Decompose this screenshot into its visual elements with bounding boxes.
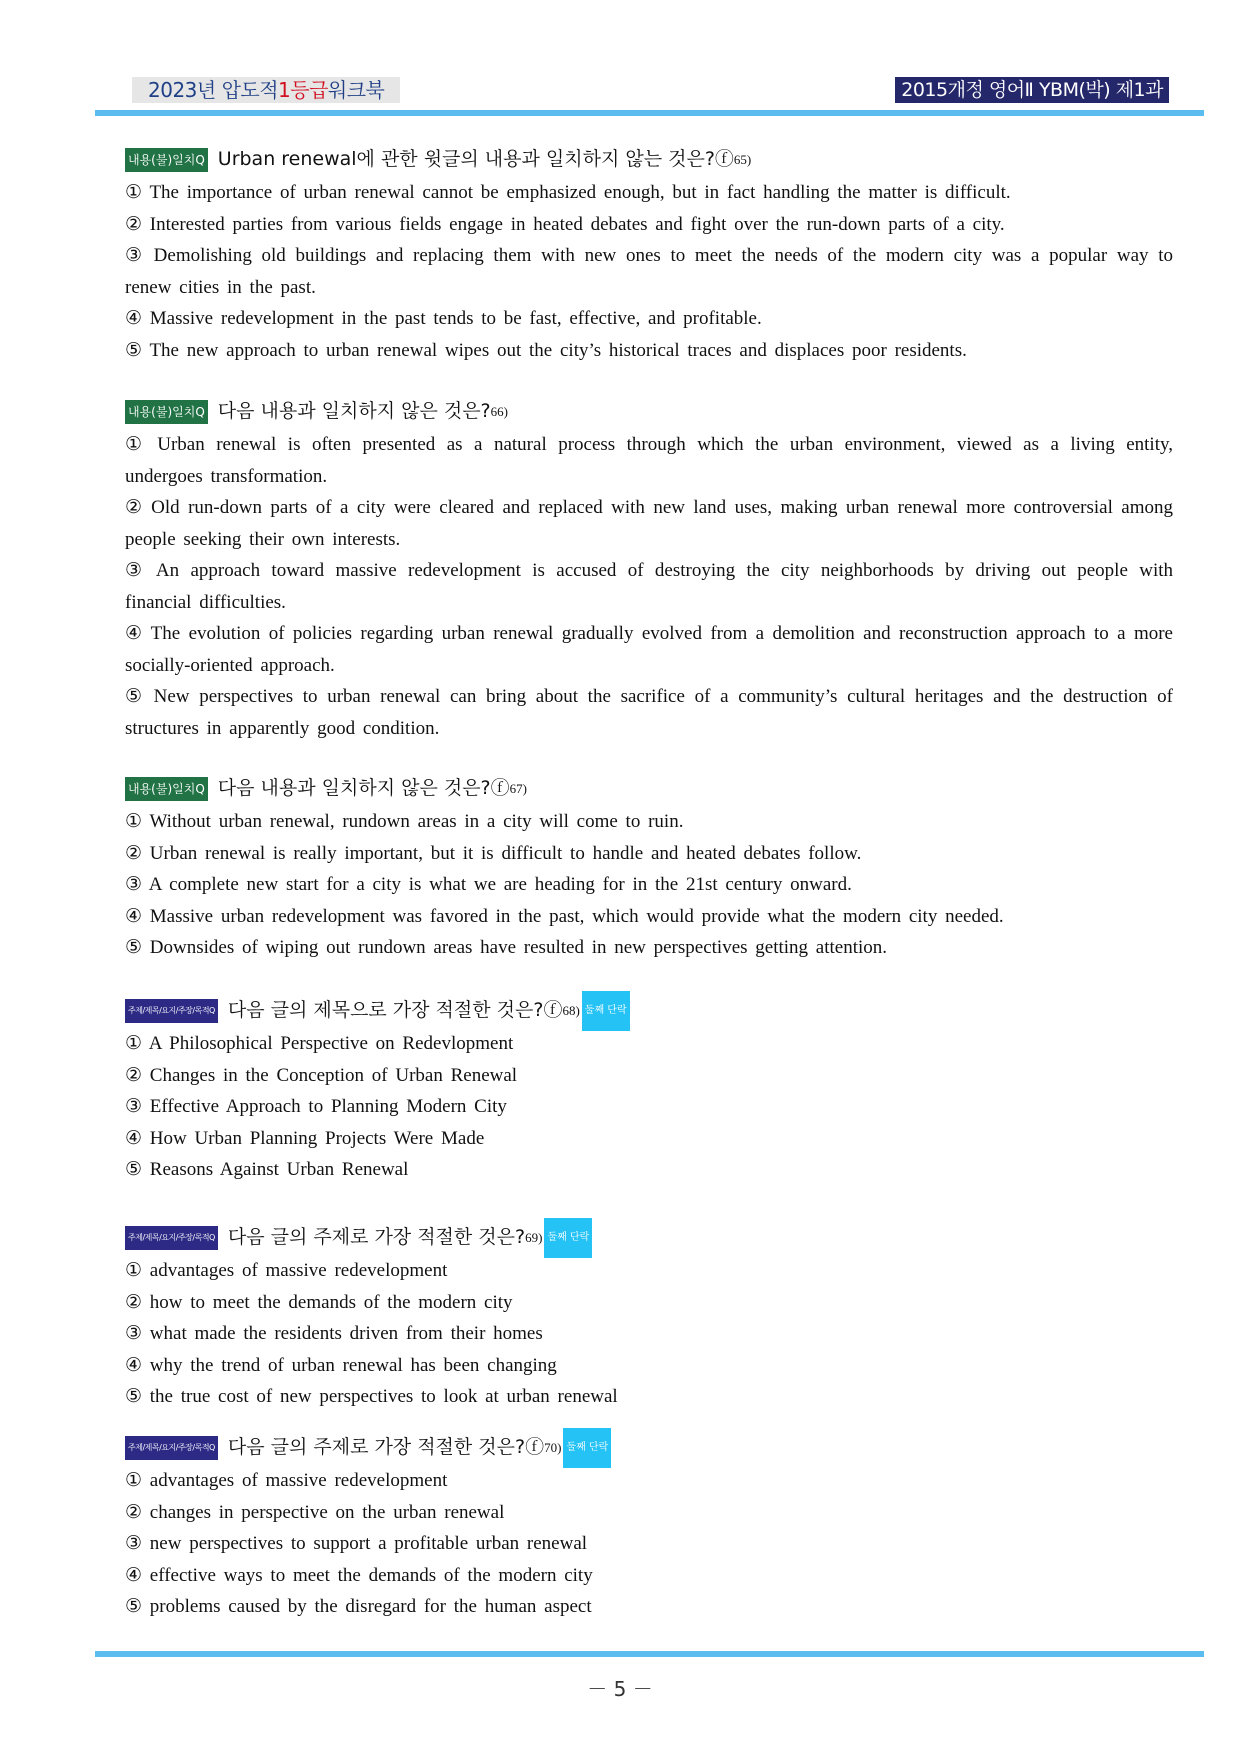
question-number: 67) [509, 781, 527, 797]
question-block [125, 395, 1173, 744]
answer-option[interactable]: ① The importance of urban renewal cannot be emphasized enough, but in fact handling the matter is difficult. [125, 182, 1011, 203]
question-type-badge: 내용(불)일치Q [125, 777, 208, 801]
answer-option[interactable]: ③ An approach toward massive redevelopment is accused of destroying the city neighborhoods by driving out people with financial difficulties. [125, 560, 1173, 613]
question-title-row [125, 1431, 1173, 1465]
answer-option[interactable]: ④ effective ways to meet the demands of the modern city [125, 1564, 593, 1586]
answer-option[interactable]: ⑤ problems caused by the disregard for the human aspect [125, 1596, 592, 1617]
answer-option[interactable]: ⑤ Reasons Against Urban Renewal [125, 1159, 409, 1180]
question-block [125, 1431, 1173, 1623]
footer-rule [95, 1651, 1204, 1657]
answer-option[interactable]: ⑤ The new approach to urban renewal wipes out the city’s historical traces and displaces poor residents. [125, 339, 967, 361]
question-title: 다음 글의 제목으로 가장 적절한 것은?ⓕ [227, 999, 563, 1022]
question-number: 70) [544, 1440, 562, 1456]
answer-option[interactable]: ④ How Urban Planning Projects Were Made [125, 1127, 485, 1149]
question-type-badge: 내용(불)일치Q [125, 400, 208, 424]
answer-option[interactable]: ④ The evolution of policies regarding urban renewal gradually evolved from a demolition and reconstruction approach to a more socially-oriented approach. [125, 623, 1173, 676]
answer-option[interactable]: ② Changes in the Conception of Urban Renewal [125, 1064, 518, 1086]
question-title-row [125, 395, 1173, 429]
answer-option[interactable]: ① advantages of massive redevelopment [125, 1470, 448, 1491]
answer-option[interactable]: ③ what made the residents driven from their homes [125, 1323, 543, 1344]
answer-option[interactable]: ① advantages of massive redevelopment [125, 1260, 448, 1281]
question-type-badge: 주제/제목/요지/주장/목적Q [125, 1226, 218, 1250]
question-type-badge: 내용(불)일치Q [125, 148, 208, 172]
title-prefix: 2023년 압도적 [148, 78, 279, 102]
question-title-row [125, 1221, 1173, 1255]
title-highlight: 1등급 [278, 78, 328, 102]
question-block [125, 1221, 1173, 1413]
question-number: 68) [562, 1003, 580, 1019]
answer-option[interactable]: ④ why the trend of urban renewal has been changing [125, 1354, 557, 1376]
question-title: 다음 글의 주제로 가장 적절한 것은? [227, 1226, 526, 1249]
answer-option[interactable]: ① Without urban renewal, rundown areas in a city will come to ruin. [125, 811, 684, 832]
question-title: 다음 글의 주제로 가장 적절한 것은?ⓕ [227, 1436, 545, 1459]
question-type-badge: 주제/제목/요지/주장/목적Q [125, 1436, 218, 1460]
answer-option[interactable]: ② Old run-down parts of a city were cleared and replaced with new land uses, making urban renewal more controversial among people seeking their own interests. [125, 497, 1173, 550]
answer-option[interactable]: ⑤ New perspectives to urban renewal can bring about the sacrifice of a community’s cultural heritages and the destruction of structures in apparently good condition. [125, 686, 1173, 739]
answer-option[interactable]: ③ A complete new start for a city is what we are heading for in the 21st century onward. [125, 874, 852, 895]
answer-option[interactable]: ② changes in perspective on the urban renewal [125, 1501, 505, 1523]
header-rule [95, 110, 1204, 116]
question-title-row [125, 772, 1173, 806]
course-label: 2015개정 영어Ⅱ YBM(박) 제1과 [895, 77, 1169, 103]
answer-option[interactable]: ③ Effective Approach to Planning Modern City [125, 1096, 507, 1117]
page-number: － 5 － [587, 1677, 653, 1701]
answer-option[interactable]: ③ new perspectives to support a profitable urban renewal [125, 1533, 588, 1554]
question-title-row [125, 143, 1173, 177]
question-title: 다음 내용과 일치하지 않은 것은?ⓕ [217, 777, 510, 800]
question-block [125, 143, 1173, 366]
question-title: Urban renewal에 관한 윗글의 내용과 일치하지 않는 것은?ⓕ [217, 148, 734, 171]
answer-option[interactable]: ① Urban renewal is often presented as a natural process through which the urban environment, viewed as a living entity, undergoes transformation. [125, 434, 1173, 487]
answer-option[interactable]: ② Interested parties from various fields engage in heated debates and fight over the run-down parts of a city. [125, 213, 1005, 235]
paragraph-tag: 둘째 단락 [563, 1428, 611, 1468]
answer-option[interactable]: ③ Demolishing old buildings and replacing them with new ones to meet the needs of the modern city was a popular way to renew cities in the past. [125, 245, 1173, 298]
workbook-title [132, 77, 400, 103]
answer-option[interactable]: ⑤ the true cost of new perspectives to look at urban renewal [125, 1386, 618, 1407]
answer-option[interactable]: ④ Massive urban redevelopment was favored in the past, which would provide what the modern city needed. [125, 905, 1004, 927]
answer-option[interactable]: ④ Massive redevelopment in the past tends to be fast, effective, and profitable. [125, 308, 762, 329]
question-number: 65) [733, 152, 752, 168]
question-block [125, 994, 1173, 1186]
question-number: 66) [490, 404, 508, 420]
answer-option[interactable]: ① A Philosophical Perspective on Redevlopment [125, 1033, 514, 1054]
paragraph-tag: 둘째 단락 [582, 991, 630, 1031]
question-type-badge: 주제/제목/요지/주장/목적Q [125, 999, 218, 1023]
answer-option[interactable]: ② how to meet the demands of the modern city [125, 1291, 513, 1313]
paragraph-tag: 둘째 단락 [544, 1218, 592, 1258]
answer-option[interactable]: ② Urban renewal is really important, but it is difficult to handle and heated debates follow. [125, 842, 862, 864]
question-block [125, 772, 1173, 964]
answer-option[interactable]: ⑤ Downsides of wiping out rundown areas have resulted in new perspectives getting attention. [125, 937, 888, 958]
question-title: 다음 내용과 일치하지 않은 것은? [217, 400, 491, 423]
question-title-row [125, 994, 1173, 1028]
title-suffix: 워크북 [327, 78, 385, 102]
question-number: 69) [525, 1230, 543, 1246]
